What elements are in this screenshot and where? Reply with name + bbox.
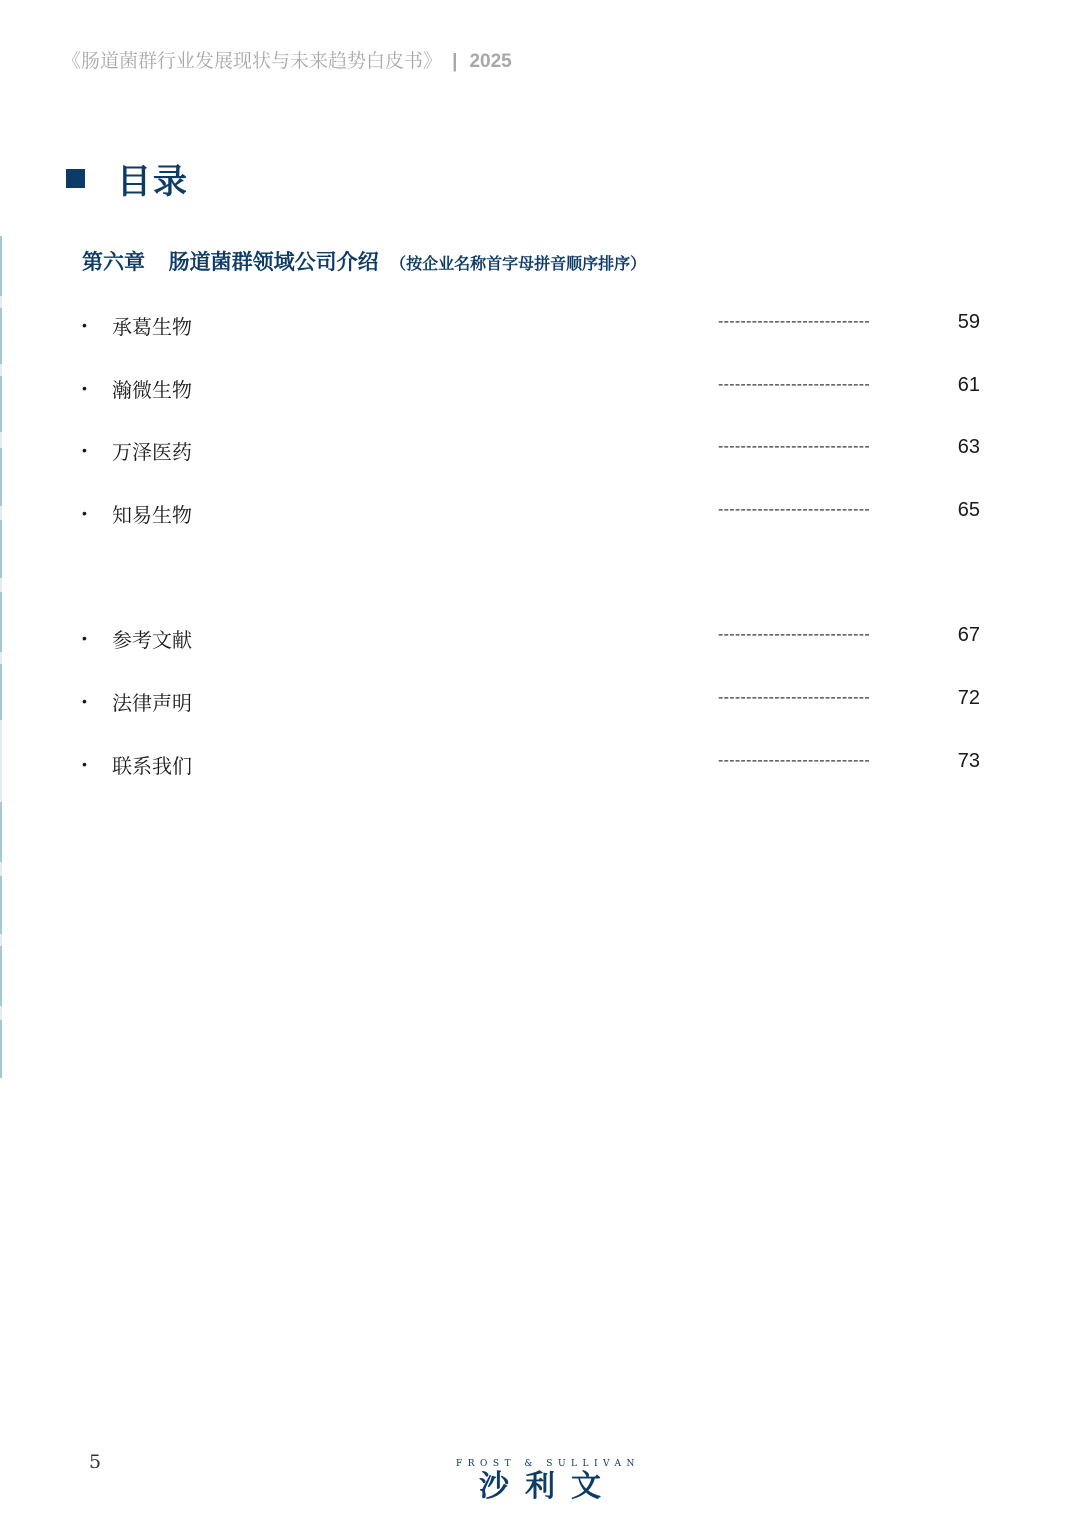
toc-entry-page: 61	[957, 374, 980, 396]
frost-sullivan-logo	[456, 1459, 640, 1505]
toc-entry-label: 瀚微生物	[112, 378, 192, 402]
chapter-note: （按企业名称首字母拼音顺序排序）	[390, 254, 647, 273]
toc-entry-page: 63	[957, 436, 980, 458]
document-title: 《肠道菌群行业发展现状与未来趋势白皮书》	[62, 50, 443, 72]
toc-entry-label: 法律声明	[112, 691, 192, 715]
chapter-number: 第六章	[82, 249, 145, 274]
toc-entry[interactable]	[82, 750, 980, 780]
logo-chinese-text: 沙利文	[479, 1469, 617, 1504]
chapter-name: 肠道菌群领域公司介绍	[168, 249, 379, 274]
bullet-icon: •	[82, 442, 87, 458]
toc-entry[interactable]	[82, 687, 980, 717]
dot-leader: ---------------------------	[718, 626, 870, 643]
bullet-icon: •	[82, 380, 87, 396]
toc-entry[interactable]	[82, 499, 980, 529]
bullet-icon: •	[82, 505, 87, 521]
square-bullet-icon	[66, 169, 85, 188]
toc-entry-label: 万泽医药	[112, 440, 192, 464]
bullet-icon: •	[82, 317, 87, 333]
dot-leader: ---------------------------	[718, 313, 870, 330]
toc-entry-page: 72	[957, 687, 980, 709]
bullet-icon: •	[82, 693, 87, 709]
running-header	[62, 46, 512, 73]
toc-entry-page: 73	[957, 750, 980, 772]
toc-entry[interactable]	[82, 311, 980, 341]
toc-entry[interactable]	[82, 436, 980, 466]
toc-entry-label: 参考文献	[112, 628, 192, 652]
bullet-icon: •	[82, 630, 87, 646]
left-margin-rule	[0, 236, 2, 1078]
toc-entry[interactable]	[82, 374, 980, 404]
dot-leader: ---------------------------	[718, 752, 870, 769]
chapter-heading	[82, 246, 646, 276]
toc-entry-page: 67	[957, 624, 980, 646]
toc-entry-label: 知易生物	[112, 503, 192, 527]
logo-english-text: FROST & SULLIVAN	[456, 1459, 640, 1469]
dot-leader: ---------------------------	[718, 376, 870, 393]
toc-entry-page: 59	[957, 311, 980, 333]
header-year: 2025	[469, 51, 512, 72]
dot-leader: ---------------------------	[718, 438, 870, 455]
toc-entry-page: 65	[957, 499, 980, 521]
dot-leader: ---------------------------	[718, 501, 870, 518]
toc-heading	[66, 154, 189, 203]
toc-entry-label: 联系我们	[112, 754, 192, 778]
toc-title: 目录	[117, 162, 189, 202]
toc-entry[interactable]	[82, 624, 980, 654]
bullet-icon: •	[82, 756, 87, 772]
dot-leader: ---------------------------	[718, 689, 870, 706]
header-separator: |	[452, 51, 458, 72]
page-number: 5	[89, 1451, 102, 1473]
toc-entry-label: 承葛生物	[112, 315, 192, 339]
